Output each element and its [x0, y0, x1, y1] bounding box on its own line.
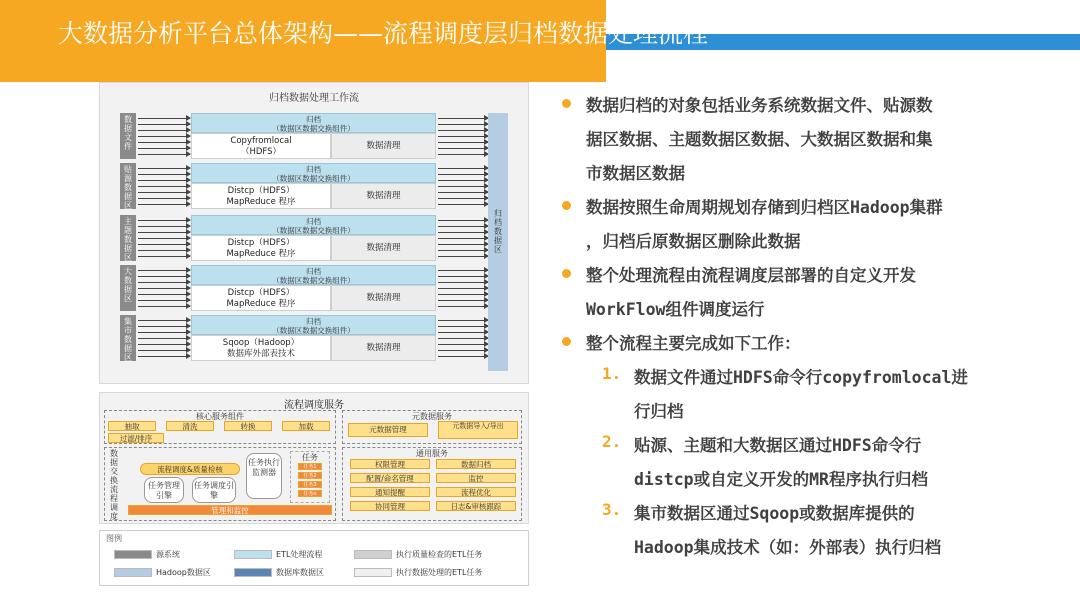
bullet-1-line-1: ，归档后原数据区删除此数据 — [586, 232, 801, 251]
legend-item-3 — [114, 567, 211, 578]
sub-item-1-line-0: 贴源、主题和大数据区通过HDFS命令行 — [634, 436, 922, 455]
legend-swatch-2 — [354, 550, 392, 559]
etl-archive-header-4: 归档 （数据区数据交换组件） — [191, 315, 436, 335]
task-group-label: 任务 — [302, 453, 318, 462]
legend-label-1: ETL处理流程 — [276, 550, 323, 559]
exchange-label: 数 据 交 换 流 程 调 度 — [110, 449, 118, 521]
etl-archive-header-2: 归档 （数据区数据交换组件） — [191, 215, 436, 235]
core-item-load: 加载 — [282, 421, 330, 431]
common-item-5: 流程优化 — [436, 487, 516, 497]
etl-row-3 — [191, 265, 436, 311]
task-item-2: 任务2 — [298, 472, 322, 479]
archive-arrows-4 — [438, 315, 488, 361]
source-4: 集 市 数 据 区 — [120, 315, 136, 361]
source-arrows-1 — [138, 163, 190, 209]
meta-item-management: 元数据管理 — [348, 423, 428, 437]
task-item-n: 任务n — [298, 490, 322, 497]
legend-label-2: 执行质量检查的ETL任务 — [396, 550, 483, 559]
archive-arrows-0 — [438, 113, 488, 159]
legend-label-5: 执行数据处理的ETL任务 — [396, 568, 483, 577]
bullet-3-line-0: 整个流程主要完成如下工作： — [586, 334, 801, 353]
task-item-3: 任务3 — [298, 481, 322, 488]
task-mgmt-engine: 任务管理引擎 — [144, 477, 184, 503]
source-0: 数 据 文 件 — [120, 113, 136, 159]
etl-cleanup-0: 数据清理 — [331, 133, 436, 159]
task-item-1: 任务1 — [298, 463, 322, 470]
engine-box: 流程调度&质量检核 — [140, 463, 240, 475]
page-title: 大数据分析平台总体架构——流程调度层归档数据处理流程 — [58, 19, 709, 48]
source-3: 大 数 据 区 — [120, 265, 136, 311]
legend-swatch-0 — [114, 550, 152, 559]
legend-item-0 — [114, 549, 180, 560]
bullet-0-line-2: 市数据区数据 — [586, 164, 685, 183]
bullet-2-line-0: 整个处理流程由流程调度层部署的自定义开发 — [586, 266, 916, 285]
source-arrows-4 — [138, 315, 190, 361]
legend-swatch-4 — [234, 568, 272, 577]
task-exec-monitor: 任务执行监测器 — [246, 453, 282, 499]
etl-row-4 — [191, 315, 436, 361]
source-arrows-0 — [138, 113, 190, 159]
archive-arrows-2 — [438, 215, 488, 261]
legend-item-4 — [234, 567, 324, 578]
etl-row-1 — [191, 163, 436, 209]
sub-item-0-line-1: 行归档 — [634, 402, 684, 421]
bullet-0-line-1: 据区数据、主题数据区数据、大数据区数据和集 — [586, 130, 933, 149]
sub-item-2-line-1: Hadoop集成技术（如：外部表）执行归档 — [634, 538, 942, 557]
archive-zone-label: 归 档 数 据 区 — [494, 209, 502, 254]
core-services-title: 核心服务组件 — [196, 412, 244, 421]
legend-item-2 — [354, 549, 482, 560]
core-item-filter-sort: 过滤/排序 — [108, 433, 164, 443]
sub-item-num-1: 2. — [602, 432, 622, 451]
legend-label-3: Hadoop数据区 — [156, 568, 211, 577]
bullet-dot-0 — [562, 99, 571, 108]
common-item-0: 权限管理 — [350, 459, 430, 469]
etl-tool-4: Sqoop（Hadoop） 数据库外部表技术 — [191, 335, 331, 361]
source-arrows-2 — [138, 215, 190, 261]
common-services-title: 通用服务 — [416, 449, 448, 458]
legend-item-1 — [234, 549, 322, 560]
bullet-dot-1 — [562, 201, 571, 210]
legend-title: 图例 — [106, 534, 122, 543]
etl-archive-header-1: 归档 （数据区数据交换组件） — [191, 163, 436, 183]
etl-row-0 — [191, 113, 436, 159]
legend-item-5 — [354, 567, 482, 578]
sub-item-0-line-0: 数据文件通过HDFS命令行copyfromlocal进 — [634, 368, 968, 387]
scheduling-panel — [99, 392, 529, 524]
common-item-1: 数据归档 — [436, 459, 516, 469]
bullet-0-line-0: 数据归档的对象包括业务系统数据文件、贴源数 — [586, 96, 933, 115]
source-arrows-3 — [138, 265, 190, 311]
metadata-services-title: 元数据服务 — [412, 412, 452, 421]
archive-zone — [488, 113, 508, 371]
etl-tool-1: Distcp（HDFS） MapReduce 程序 — [191, 183, 331, 209]
etl-cleanup-1: 数据清理 — [331, 183, 436, 209]
sub-item-num-0: 1. — [602, 364, 622, 383]
legend-label-0: 源系统 — [156, 550, 180, 559]
source-1: 贴 源 数 据 区 — [120, 163, 136, 209]
etl-cleanup-4: 数据清理 — [331, 335, 436, 361]
etl-row-2 — [191, 215, 436, 261]
common-item-4: 通知提醒 — [350, 487, 430, 497]
etl-tool-3: Distcp（HDFS） MapReduce 程序 — [191, 285, 331, 311]
bullet-dot-2 — [562, 269, 571, 278]
bullet-2-line-1: WorkFlow组件调度运行 — [586, 300, 765, 319]
legend-label-4: 数据库数据区 — [276, 568, 324, 577]
sub-item-2-line-0: 集市数据区通过Sqoop或数据库提供的 — [634, 504, 915, 523]
sub-item-num-2: 3. — [602, 500, 622, 519]
common-item-2: 配置/命名管理 — [350, 473, 430, 483]
legend-swatch-1 — [234, 550, 272, 559]
archive-arrows-3 — [438, 265, 488, 311]
legend-panel — [99, 530, 529, 586]
core-item-clean: 清洗 — [166, 421, 214, 431]
sub-item-1-line-1: distcp或自定义开发的MR程序执行归档 — [634, 470, 928, 489]
etl-cleanup-3: 数据清理 — [331, 285, 436, 311]
etl-archive-header-3: 归档 （数据区数据交换组件） — [191, 265, 436, 285]
etl-cleanup-2: 数据清理 — [331, 235, 436, 261]
legend-swatch-3 — [114, 568, 152, 577]
bullet-1-line-0: 数据按照生命周期规划存储到归档区Hadoop集群 — [586, 198, 943, 217]
common-item-6: 协同管理 — [350, 501, 430, 511]
archive-arrows-1 — [438, 163, 488, 209]
common-item-7: 日志&审核跟踪 — [436, 501, 516, 511]
source-2: 主 题 数 据 区 — [120, 215, 136, 261]
task-sched-engine: 任务调度引擎 — [192, 477, 236, 503]
scheduling-title: 流程调度服务 — [284, 400, 344, 411]
legend-swatch-5 — [354, 568, 392, 577]
manage-monitor-bar: 管理和监控 — [128, 505, 332, 515]
etl-archive-header-0: 归档 （数据区数据交换组件） — [191, 113, 436, 133]
workflow-panel — [99, 82, 529, 384]
workflow-title: 归档数据处理工作流 — [269, 93, 359, 104]
core-item-transform: 转换 — [224, 421, 272, 431]
meta-item-import-export: 元数据导入/导出 — [438, 421, 518, 439]
etl-tool-2: Distcp（HDFS） MapReduce 程序 — [191, 235, 331, 261]
common-item-3: 监控 — [436, 473, 516, 483]
etl-tool-0: Copyfromlocal （HDFS） — [191, 133, 331, 159]
bullet-dot-3 — [562, 337, 571, 346]
core-item-extract: 抽取 — [108, 421, 156, 431]
